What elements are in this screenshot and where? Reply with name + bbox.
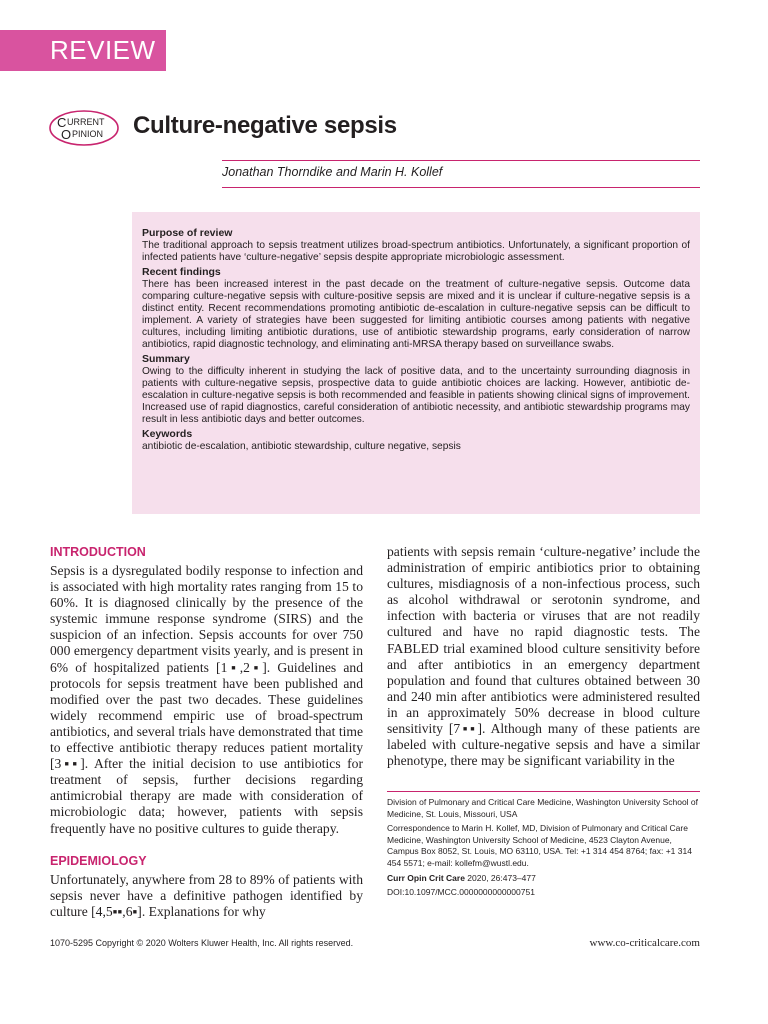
summary-text: Owing to the difficulty inherent in studying the lack of positive data, and to the uncertainty surrounding diagnosis in patients with culture-negative sepsis, prospective data to guide antibiotic choices are lacking. However, antibiotic de-escalation in culture-negative sepsis is both recommended and feasible in patients showing clinical signs of improvement. Increased use of rapid diagnostics, careful consideration of antibiotic necessity, and antibiotic stewardship programs may result in less antibiotic days and better outcomes. (142, 366, 690, 425)
affiliation-block (387, 797, 700, 902)
findings-text: There has been increased interest in the past decade on the treatment of culture-negative sepsis. Outcome data comparing culture-negative sepsis with culture-positive sepsis are mixed and it is unclear if culture-negative sepsis is a distinct entity. Recent recommendations promoting antibiotic de-escalation in culture-negative sepsis can be difficult to implement. A variety of strategies have been suggested for limiting antibiotic courses among patients with negative cultures, including limiting antibiotic durations, use of antibiotic stewardship programs, early consideration of narrow antibiotics, rapid diagnostic technology, and eliminating anti-MRSA therapy based on surveillance swabs. (142, 279, 690, 350)
logo-o-letter: O (61, 127, 72, 142)
authors: Jonathan Thorndike and Marin H. Kollef (222, 165, 443, 179)
epidemiology-text: Unfortunately, anywhere from 28 to 89% of patients with sepsis never have a definitive pathogen identified by culture [4,5▪▪,6▪]. Explanations for why (50, 871, 363, 919)
journal-url-link[interactable]: www.co-criticalcare.com (589, 937, 700, 949)
findings-heading: Recent findings (142, 266, 221, 278)
body-column-left (50, 544, 363, 920)
introduction-text: Sepsis is a dysregulated bodily response to infection and is associated with high mortality rates ranging from 15 to 60%. It is diagnosed clinically by the presence of the systemic immune response syndrome (SIRS) and the suspicion of an infection. Sepsis accounts for over 750 000 emergency department visits yearly, and is present in 6% of hospitalized patients [1▪,2▪]. Guidelines and protocols for sepsis treatment have been published and modified over the past two decades. These guidelines widely recommend empiric use of broad-spectrum antibiotics, and several trials have demonstrated that time to effective antibiotic therapy reduces patient mortality [3▪▪]. After the initial decision to use antibiotics for treatment of sepsis, further decisions regarding antimicrobial therapy are made with consideration of microbiologic data; however, patients with sepsis frequently have no positive cultures to guide therapy. (50, 563, 363, 836)
continued-text: patients with sepsis remain ‘culture-negative’ include the administration of empiric antibiotics prior to obtaining cultures, misdiagnosis of a non-infectious process, such as alcohol withdrawal or serotonin syndrome, and infection with bacteria or viruses that are not readily cultured and have no rapid diagnostic tests. The FABLED trial examined blood culture sensitivity before and after antibiotics in an emergency department population and found that cultures obtained between 30 and 240 min after antibiotics were administered resulted in an approximately 50% decrease in blood culture sensitivity [7▪▪]. Although many of these patients are labeled with culture-negative sepsis and have a similar phenotype, there may be significant variability in the (387, 544, 700, 769)
authors-divider-bottom (222, 187, 700, 188)
current-opinion-logo (48, 109, 120, 147)
doi-text[interactable]: DOI:10.1097/MCC.0000000000000751 (387, 887, 535, 898)
article-title: Culture-negative sepsis (133, 112, 397, 139)
authors-divider-top (222, 160, 700, 161)
journal-name: Curr Opin Crit Care (387, 872, 465, 883)
logo-line1: URRENT (67, 117, 105, 127)
logo-c-letter: C (57, 115, 67, 130)
logo-line2: PINION (72, 129, 104, 139)
body-column-right (387, 544, 700, 769)
correspondence-text: Correspondence to Marin H. Kollef, MD, Division of Pulmonary and Critical Care Medicine, Washington University School of Medicine, 4523 Clayton Avenue, Campus Box 8052, St. Louis, MO 63110, USA. Tel: +1 314 454 8764; fax: +1 314 454 5571; e-mail: kollefm@wustl.edu. (387, 823, 692, 868)
copyright-footer: 1070-5295 Copyright © 2020 Wolters Kluwer Health, Inc. All rights reserved. (50, 938, 354, 948)
affiliation-text: Division of Pulmonary and Critical Care Medicine, Washington University School of Medicine, St. Louis, Missouri, USA (387, 797, 699, 819)
journal-volume: 2020, 26:473–477 (464, 872, 536, 883)
affiliation-divider (387, 791, 700, 792)
purpose-heading: Purpose of review (142, 227, 233, 239)
epidemiology-heading: EPIDEMIOLOGY (50, 853, 147, 868)
keywords-text: antibiotic de-escalation, antibiotic stewardship, culture negative, sepsis (142, 441, 461, 452)
introduction-heading: INTRODUCTION (50, 545, 146, 559)
section-tab: REVIEW (0, 30, 166, 71)
abstract-box (132, 212, 700, 514)
keywords-heading: Keywords (142, 428, 193, 440)
purpose-text: The traditional approach to sepsis treatment utilizes broad-spectrum antibiotics. Unfortunately, a significant proportion of infected patients have ‘culture-negative’ sepsis despite appropriate microbiologic assessment. (142, 240, 690, 263)
summary-heading: Summary (142, 353, 190, 365)
journal-citation (387, 873, 700, 885)
